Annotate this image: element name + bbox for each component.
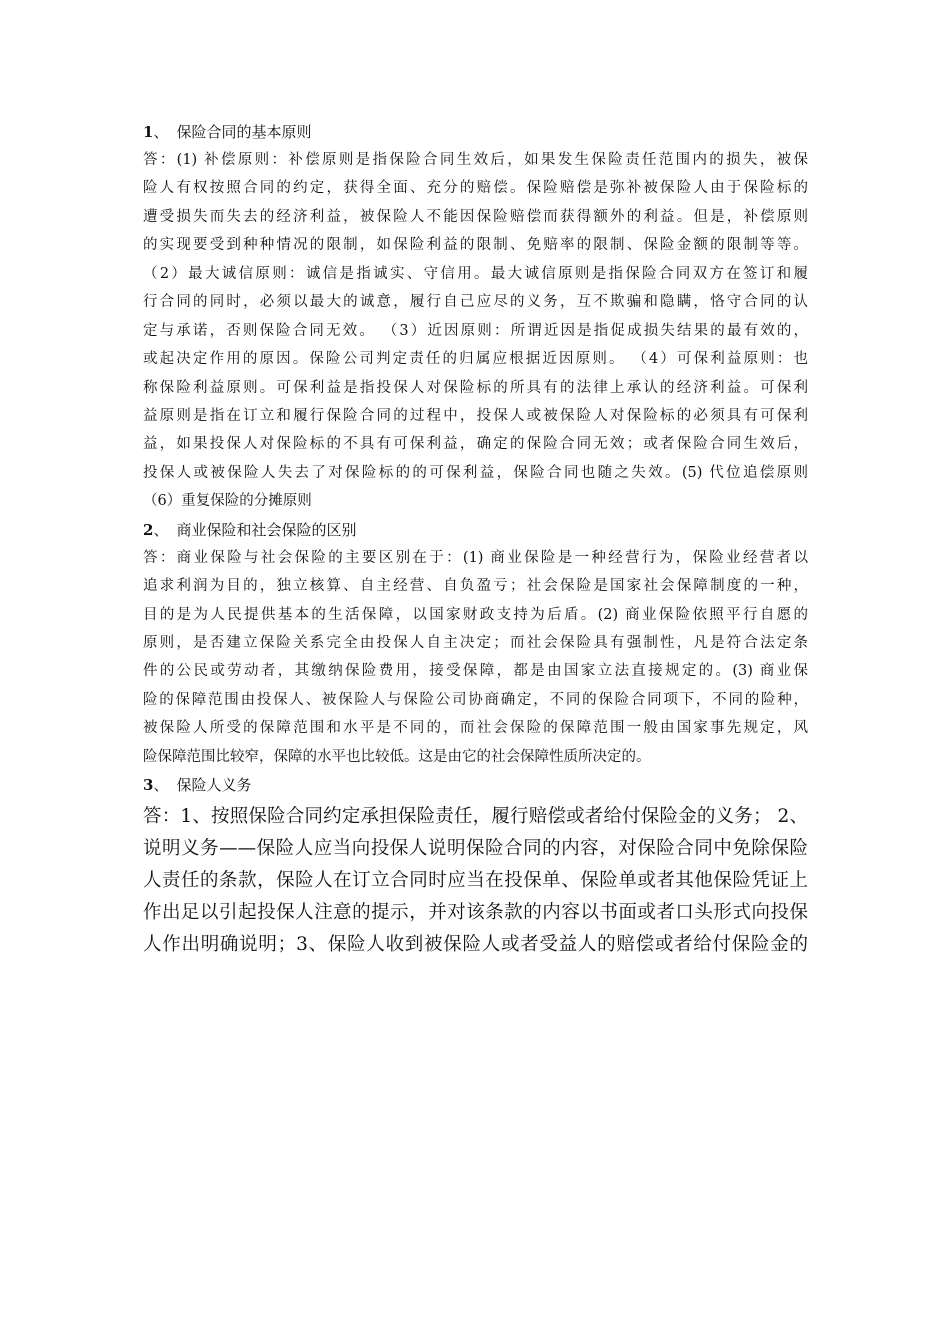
body-line: 答：1、按照保险合同约定承担保险责任，履行赔偿或者给付保险金的义务； 2、 — [143, 806, 808, 828]
body-line: 追求利润为目的，独立核算、自主经营、自负盈亏；社会保险是国家社会保障制度的一种， — [143, 578, 808, 595]
body-line: 险保障范围比较窄，保障的水平也比较低。这是由它的社会保障性质所决定的。 — [143, 748, 651, 765]
section-heading-1 — [143, 118, 808, 146]
body-line: 或起决定作用的原因。保险公司判定责任的归属应根据近因原则。 （4）可保利益原则：也 — [143, 351, 808, 368]
section-number: 2 、 — [143, 521, 176, 539]
body-line: 人责任的条款，保险人在订立合同时应当在投保单、保险单或者其他保险凭证上 — [143, 870, 808, 892]
section-number: 1 、 — [143, 123, 176, 141]
body-line: 定与承诺，否则保险合同无效。 （3）近因原则：所谓近因是指促成损失结果的最有效的， — [143, 322, 808, 339]
section-number: 3 、 — [143, 776, 176, 794]
body-line: 益原则是指在订立和履行保险合同的过程中，投保人或被保险人对保险标的必须具有可保利 — [143, 407, 808, 424]
body-line: 称保险利益原则。可保利益是指投保人对保险标的所具有的法律上承认的经济利益。可保利 — [143, 379, 808, 396]
body-line: 答：商业保险与社会保险的主要区别在于：(1) 商业保险是一种经营行为，保险业经营者以 — [143, 549, 808, 566]
body-line: 的实现要受到种种情况的限制，如保险利益的限制、免赔率的限制、保险金额的限制等等。 — [143, 237, 808, 254]
document-page — [143, 118, 808, 961]
section-title: 保险人义务 — [176, 776, 252, 795]
body-line: 行合同的同时，必须以最大的诚意，履行自己应尽的义务，互不欺骗和隐瞒，恪守合同的认 — [143, 294, 808, 311]
section-heading-3 — [143, 771, 808, 799]
body-line: （6）重复保险的分摊原则 — [143, 493, 312, 510]
body-line: 说明义务——保险人应当向投保人说明保险合同的内容，对保险合同中免除保险 — [143, 838, 808, 860]
body-line: 目的是为人民提供基本的生活保障，以国家财政支持为后盾。(2) 商业保险依照平行自愿的 — [143, 606, 808, 623]
section-title: 商业保险和社会保险的区别 — [176, 520, 357, 539]
section-title: 保险合同的基本原则 — [176, 123, 312, 141]
body-line: （2）最大诚信原则：诚信是指诚实、守信用。最大诚信原则是指保险合同双方在签订和履 — [143, 265, 808, 282]
body-line: 益，如果投保人对保险标的不具有可保利益，确定的保险合同无效；或者保险合同生效后， — [143, 436, 808, 453]
body-line: 答：(1) 补偿原则：补偿原则是指保险合同生效后，如果发生保险责任范围内的损失，被保 — [143, 152, 808, 168]
body-line: 原则，是否建立保险关系完全由投保人自主决定；而社会保险具有强制性，凡是符合法定条 — [143, 635, 808, 651]
section-body-2 — [143, 544, 808, 772]
body-line: 被保险人所受的保障范围和水平是不同的，而社会保险的保障范围一般由国家事先规定，风 — [143, 720, 808, 737]
body-line: 投保人或被保险人失去了对保险标的的可保利益，保险合同也随之失效。(5) 代位追偿原则 — [143, 464, 808, 481]
section-body-3 — [143, 801, 808, 961]
body-line: 险人有权按照合同的约定，获得全面、充分的赔偿。保险赔偿是弥补被保险人由于保险标的 — [143, 180, 808, 197]
body-line: 人作出明确说明；3、保险人收到被保险人或者受益人的赔偿或者给付保险金的 — [143, 934, 808, 956]
section-heading-2 — [143, 516, 808, 544]
body-line: 作出足以引起投保人注意的提示，并对该条款的内容以书面或者口头形式向投保 — [143, 902, 808, 924]
body-line: 遭受损失而失去的经济利益，被保险人不能因保险赔偿而获得额外的利益。但是，补偿原则 — [143, 208, 808, 225]
body-line: 件的公民或劳动者，其缴纳保险费用，接受保障，都是由国家立法直接规定的。(3) 商业保 — [143, 663, 808, 680]
body-line: 险的保障范围由投保人、被保险人与保险公司协商确定，不同的保险合同项下，不同的险种， — [143, 691, 808, 708]
section-body-1 — [143, 146, 808, 516]
